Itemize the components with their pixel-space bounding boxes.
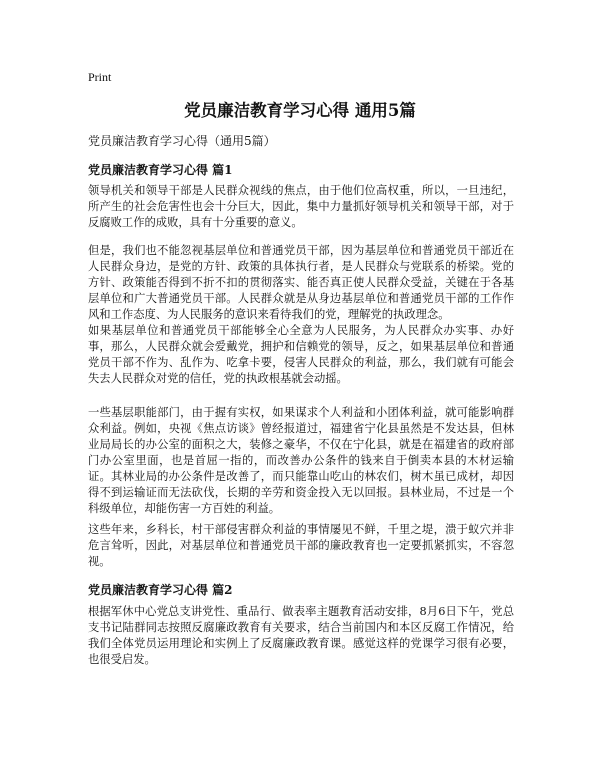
section-heading-2: 党员廉洁教育学习心得 篇2: [88, 583, 233, 597]
section-2-paragraph-1: 根据军休中心党总支讲党性、重品行、做表率主题教育活动安排，8月6日下午，党总支书记陆群同志按照反腐廉政教育有关要求，结合当前国内和本区反腐工作情况，给我们全体党员运用理论和实例上了反腐廉政教育课。感觉这样的党课学习很有必要，也很受启发。: [88, 605, 514, 666]
section-1-paragraph-3: 如果基层单位和普通党员干部能够全心全意为人民服务，为人民群众办实事、办好事，那么，人民群众就会爱戴党，拥护和信赖党的领导，反之，如果基层单位和普通党员干部不作为、乱作为、吃拿卡要，侵害人民群众的利益，那么，我们就有可能会失去人民群众对党的信任，党的执政根基就会动摇。: [88, 324, 514, 385]
section-1-paragraph-5: 这些年来，乡科长，村干部侵害群众利益的事情屡见不鲜，千里之堤，溃于蚁穴并非危言耸听，因此，对基层单位和普通党员干部的廉政教育也一定要抓紧抓实，不容忽视。: [88, 523, 514, 568]
print-label: Print: [88, 70, 112, 84]
page-title: 党员廉洁教育学习心得 通用5篇: [184, 101, 416, 120]
section-heading-1: 党员廉洁教育学习心得 篇1: [88, 163, 233, 177]
subtitle: 党员廉洁教育学习心得（通用5篇）: [88, 134, 276, 148]
section-1-paragraph-1: 领导机关和领导干部是人民群众视线的焦点，由于他们位高权重，所以，一旦违纪，所产生的社会危害性也会十分巨大，因此，集中力量抓好领导机关和领导干部，对于反腐败工作的成败，具有十分重要的意义。: [88, 184, 514, 229]
section-1-paragraph-2: 但是，我们也不能忽视基层单位和普通党员干部，因为基层单位和普通党员干部近在人民群众身边，是党的方针、政策的具体执行者，是人民群众与党联系的桥梁。党的方针、政策能否得到不折不扣的贯彻落实、能否真正使人民群众受益，关键在于各基层单位和广大普通党员干部。人民群众就是从身边基层单位和普通党员干部的工作作风和工作态度、为人民服务的意识来看待我们的党，理解党的执政理念。: [88, 244, 514, 321]
section-1-paragraph-4: 一些基层职能部门，由于握有实权，如果谋求个人利益和小团体利益，就可能影响群众利益。例如，央视《焦点访谈》曾经报道过，福建省宁化县虽然是不发达县，但林业局局长的办公室的面积之大，装修之豪华，不仅在宁化县，就是在福建省的政府部门办公室里面，也是首屈一指的，而改善办公条件的钱来自于倒卖本县的木材运输证。其林业局的办公条件是改善了，而只能靠山吃山的林农们，树木虽已成材，却因得不到运输证而无法砍伐，长期的辛劳和资金投入无以回报。县林业局，不过是一个科级单位，却能伤害一方百姓的利益。: [88, 406, 514, 515]
